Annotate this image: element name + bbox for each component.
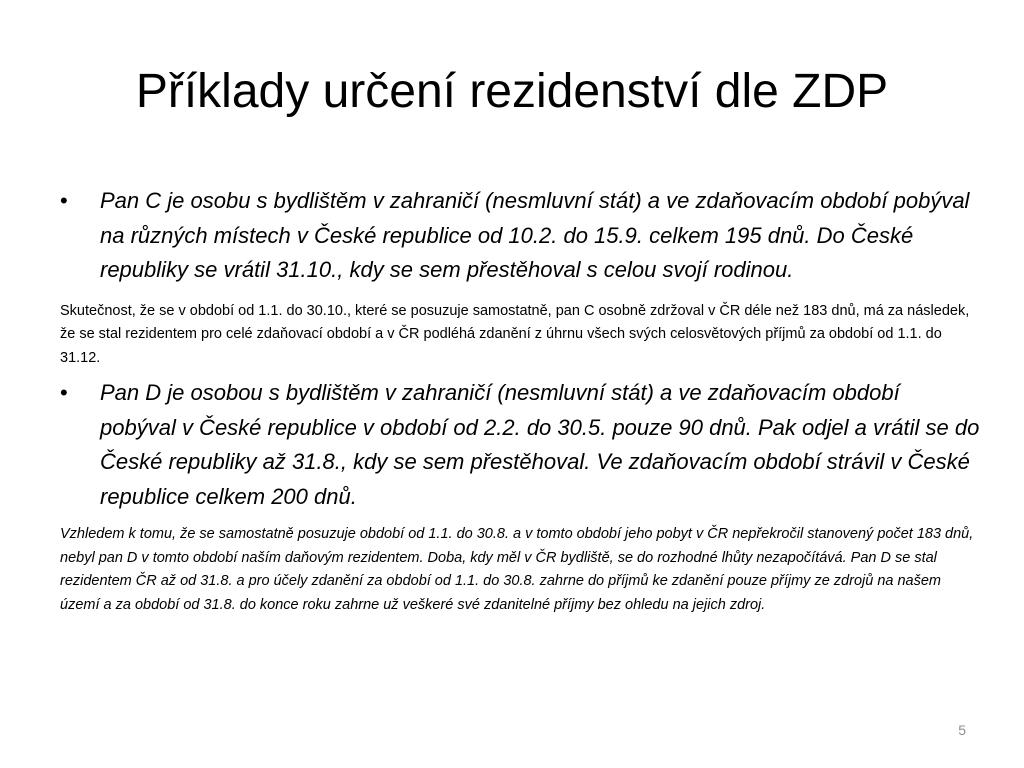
bullet-icon: • — [60, 380, 68, 405]
bullet-text-pan-c: Pan C je osobu s bydlištěm v zahraničí (nesmluvní stát) a ve zdaňovacím období pobýval na různých místech v České republice od 10.2. do 15.9. celkem 195 dnů. Do České republiky se vrátil 31.10., kdy se sem přestěhoval s celou svojí rodinou. — [100, 188, 970, 282]
slide-body — [60, 184, 980, 617]
note-pan-c: Skutečnost, že se v období od 1.1. do 30.10., které se posuzuje samostatně, pan C osobně zdržoval v ČR déle než 183 dnů, má za následek, že se stal rezidentem pro celé zdaňovací období a v ČR podléhá zdanění z úhrnu všech svých celosvětových příjmů za období od 1.1. do 31.12. — [60, 302, 970, 366]
bullet-item-pan-d — [60, 376, 980, 514]
note-pan-d: Vzhledem k tomu, že se samostatně posuzuje období od 1.1. do 30.8. a v tomto období jeho pobyt v ČR nepřekročil stanovený počet 183 dnů, nebyl pan D v tomto období naším daňovým rezidentem. Doba, kdy měl v ČR bydliště, se do rozhodné lhůty nezapočítává. Pan D se stal rezidentem ČR až od 31.8. a pro účely zdanění za období od 1.1. do 30.8. zahrne do příjmů ke zdanění pouze příjmy ze zdrojů na našem území a za období od 31.8. do konce roku zahrne už veškeré své zdanitelné příjmy bez ohledu na jejich zdroj. — [60, 526, 974, 613]
slide-title: Příklady určení rezidenství dle ZDP — [135, 65, 889, 118]
page-number: 5 — [958, 722, 966, 738]
bullet-text-pan-d: Pan D je osobou s bydlištěm v zahraničí (nesmluvní stát) a ve zdaňovacím období pobýval v České republice v období od 2.2. do 30.5. pouze 90 dnů. Pak odjel a vrátil se do České republiky až 31.8., kdy se sem přestěhoval. Ve zdaňovacím období strávil v České republice celkem 200 dnů. — [100, 380, 980, 509]
bullet-item-pan-c — [60, 184, 980, 288]
bullet-icon: • — [60, 188, 68, 213]
